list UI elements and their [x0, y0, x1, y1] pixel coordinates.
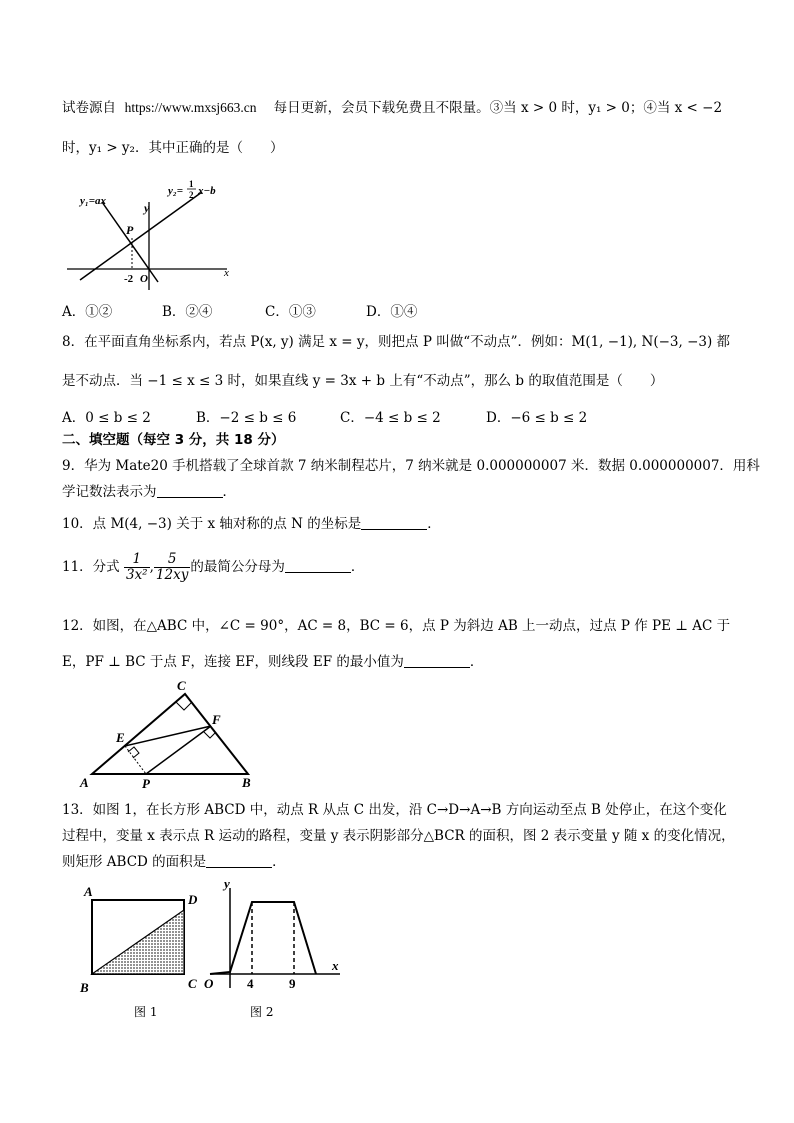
q13-answer-blank[interactable] — [206, 853, 272, 868]
q13-line3 — [62, 852, 744, 872]
x-axis-label: x — [224, 267, 229, 279]
source-url[interactable]: https://www.mxsj663.cn — [124, 100, 257, 115]
source-prefix: 试卷源自 — [62, 100, 116, 116]
q13-figure1-rectangle — [76, 880, 206, 1000]
q11-suffix: ． — [350, 559, 365, 575]
q8-option-b[interactable]: B．−2 ≤ b ≤ 6 — [196, 410, 297, 426]
q10-line — [62, 514, 744, 534]
y2-label-suffix: x−b — [198, 185, 216, 197]
fig2-x-label: x — [332, 958, 339, 973]
fig1-label-b: B — [80, 980, 89, 995]
origin-label: O — [140, 273, 148, 285]
q11-f2-num: 5 — [154, 552, 190, 568]
y2-label-prefix: y₂= — [168, 185, 183, 197]
fig2-caption: 图 2 — [250, 1005, 274, 1019]
q9-line2 — [62, 482, 744, 502]
fig2-y-label: y — [224, 876, 230, 891]
q11-answer-blank[interactable] — [285, 558, 351, 573]
section2-title: 二、填空题（每空 3 分，共 18 分） — [62, 432, 285, 448]
source-notice: 每日更新，会员下载免费且不限量。 — [273, 100, 490, 116]
q13-line3-prefix: 则矩形 ABCD 的面积是 — [62, 854, 207, 870]
q11-comma: , — [149, 559, 154, 575]
q7-graph — [62, 172, 242, 292]
q11-f2-den: 12xy — [155, 567, 189, 583]
fig1-label-d: D — [188, 892, 198, 907]
q11-f1-den: 3x² — [125, 567, 148, 583]
q7-option-a[interactable]: A．①② — [62, 304, 113, 320]
point-p-label: P — [126, 223, 134, 237]
y-axis-label: y — [144, 201, 150, 215]
fig2-tick-4: 4 — [247, 976, 254, 991]
q12-label-b: B — [242, 775, 251, 790]
q13-line1: 13．如图 1，在长方形 ABCD 中，动点 R 从点 C 出发，沿 C→D→A→B 方向运动至点 B 处停止，在这个变化 — [62, 802, 727, 818]
fig1-label-c: C — [188, 976, 197, 991]
q11-middle: 的最简公分母为 — [190, 559, 285, 575]
q7-cont-b: 时，y₁ > y₂．其中正确的是（ ） — [62, 140, 284, 156]
q12-label-f: F — [212, 712, 221, 727]
q8-option-d[interactable]: D．−6 ≤ b ≤ 2 — [486, 410, 588, 426]
q11-line — [62, 552, 744, 583]
fig1-caption: 图 1 — [134, 1005, 158, 1019]
q11-fraction-2 — [154, 552, 190, 583]
y2-label-num: 1 — [189, 179, 194, 189]
q11-fraction-1 — [124, 552, 150, 583]
y2-label-den: 2 — [189, 190, 194, 200]
q10-prefix: 10．点 M(4, −3) 关于 x 轴对称的点 N 的坐标是 — [62, 516, 362, 532]
q12-line1: 12．如图，在△ABC 中，∠C = 90°，AC = 8，BC = 6，点 P 为斜边 AB 上一动点，过点 P 作 PE ⊥ AC 于 — [62, 618, 731, 634]
q11-f1-num: 1 — [124, 552, 150, 568]
q12-line2 — [62, 652, 744, 672]
q12-line2-prefix: E，PF ⊥ BC 于点 F，连接 EF，则线段 EF 的最小值为 — [62, 654, 404, 670]
q7-option-c[interactable]: C．①③ — [265, 304, 316, 320]
header-line — [62, 98, 744, 118]
q8-line2: 是不动点．当 −1 ≤ x ≤ 3 时，如果直线 y = 3x + b 上有“不动点”，那么 b 的取值范围是（ ） — [62, 373, 664, 389]
y1-label: y₁=ax — [80, 195, 106, 207]
q10-suffix: ． — [427, 516, 441, 532]
fig1-label-a: A — [84, 884, 93, 899]
q8-option-c[interactable]: C．−4 ≤ b ≤ 2 — [340, 410, 441, 426]
q8-option-a[interactable]: A．0 ≤ b ≤ 2 — [62, 410, 151, 426]
q8-line1: 8．在平面直角坐标系内，若点 P(x, y) 满足 x = y，则把点 P 叫做“不动点”．例如：M(1, −1), N(−3, −3) 都 — [62, 334, 731, 350]
fig2-tick-9: 9 — [289, 976, 296, 991]
q12-label-c: C — [177, 678, 186, 693]
q12-label-p: P — [142, 776, 150, 791]
q7-cont-a: ③当 x > 0 时，y₁ > 0；④当 x < −2 — [489, 100, 723, 116]
q9-answer-blank[interactable] — [157, 483, 223, 498]
q12-label-a: A — [80, 775, 89, 790]
q11-prefix: 11．分式 — [62, 559, 120, 575]
q12-line2-suffix: ． — [469, 654, 484, 670]
q7-option-b[interactable]: B．②④ — [162, 304, 213, 320]
q9-line1: 9．华为 Mate20 手机搭载了全球首款 7 纳米制程芯片，7 纳米就是 0.000000007 米．数据 0.000000007．用科 — [62, 458, 760, 474]
q13-line3-suffix: ． — [272, 854, 286, 870]
q12-label-e: E — [116, 730, 125, 745]
q12-answer-blank[interactable] — [404, 653, 470, 668]
fig2-origin-label: O — [204, 976, 214, 991]
q9-line2-prefix: 学记数法表示为 — [62, 484, 157, 500]
q9-line2-suffix: ． — [222, 484, 236, 500]
q12-triangle-figure — [70, 676, 270, 791]
q13-line2: 过程中，变量 x 表示点 R 运动的路程，变量 y 表示阴影部分△BCR 的面积，图 2 表示变量 y 随 x 的变化情况， — [62, 828, 735, 844]
q10-answer-blank[interactable] — [361, 515, 427, 530]
q13-figure2-graph — [200, 876, 350, 996]
tick-neg2-label: -2 — [124, 273, 134, 285]
q7-option-d[interactable]: D．①④ — [366, 304, 418, 320]
